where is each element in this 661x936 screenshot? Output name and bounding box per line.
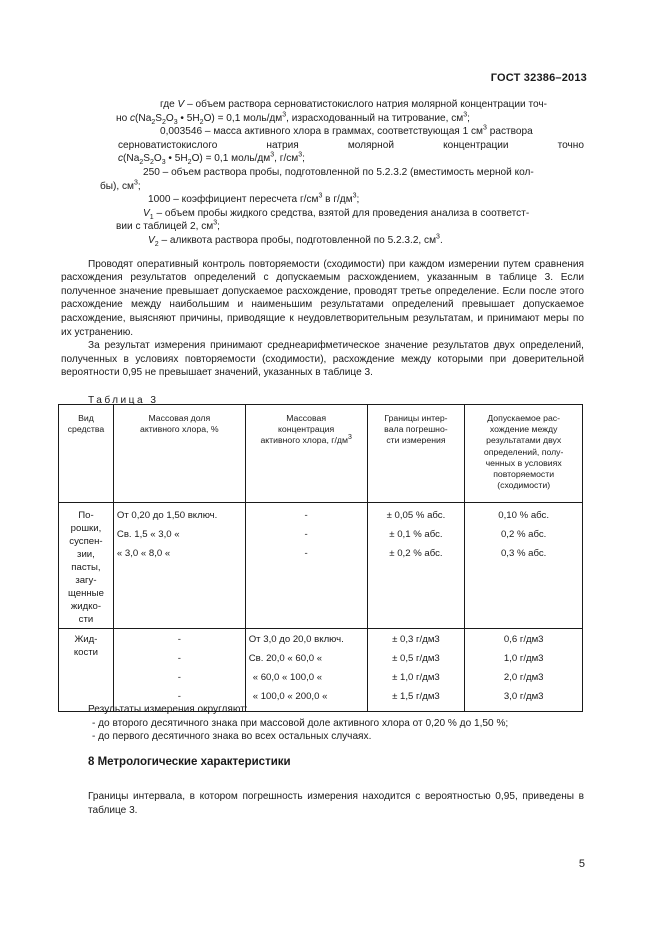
rounding-rules: [88, 703, 584, 744]
desc-line: вии с таблицей 2, $см^3$;: [116, 219, 220, 233]
section-text: Границы интервала, в котором погрешность измерения находится с вероятностью 0,95, приведены в таблице 3.: [88, 791, 584, 816]
paragraph-repeatability-control: Проводят оперативный контроль повторяемости (сходимости) при каждом измерении путем сравнения расхождения результатов определений с допускаемым расхождением, указанным в таблице 3. Если полученное значение превышает допускаемое расхождение, проводят третье определение. Если после этого расхождение между наибольшим и наименьшим результатами определений превышает допускаемое расхождение, выясняют причины, приводящие к неудовлетворительным результатам, и принимают меры по их устранению.: [61, 258, 584, 338]
table-3: [58, 404, 583, 712]
table-caption: Таблица 3: [88, 394, 159, 406]
rounding-item: - до второго десятичного знака при массовой доле активного хлора от 0,20 % до 1,50 %;: [92, 717, 509, 729]
page-number: 5: [578, 858, 585, 870]
cell-mass-fraction: От 0,20 до 1,50 включ. Св. 1,5 « 3,0 « « 3,0 « 8,0 «: [113, 503, 245, 629]
section-title: 8 Метрологические характеристики: [88, 756, 291, 768]
rounding-intro: Результаты измерения округляют:: [88, 704, 248, 715]
table-row: [59, 503, 583, 629]
document-standard-code: ГОСТ 32386–2013: [490, 72, 587, 84]
cell-tolerance: 0,6 г/дм3 1,0 г/дм3 2,0 г/дм3 3,0 г/дм3: [465, 629, 583, 712]
cell-mass-fraction: - - - -: [113, 629, 245, 712]
rounding-item: - до первого десятичного знака во всех остальных случаях.: [92, 731, 372, 743]
header-mass-concentration: Массовая концентрация активного хлора, $г/дм^3$: [245, 405, 367, 503]
cell-product-type: По- рошки, суспен- зии, пасты, загу- щенные жидко- сти: [59, 503, 114, 629]
desc-line: серноватистокислого натрия молярной концентрации точно: [118, 139, 584, 151]
table-row: [59, 629, 583, 712]
cell-concentration: - - -: [245, 503, 367, 629]
header-mass-fraction: Массовая доля активного хлора, %: [113, 405, 245, 503]
desc-line: где V – объем раствора серноватистокислого натрия молярной концентрации точ-: [160, 99, 547, 110]
cell-error: ± 0,3 г/дм3 ± 0,5 г/дм3 ± 1,0 г/дм3 ± 1,5 г/дм3: [367, 629, 465, 712]
header-product-type: Вид средства: [59, 405, 114, 503]
header-error-limits: Границы интер- вала погрешно- сти измерения: [367, 405, 465, 503]
desc-line: $V_1$ – объем пробы жидкого средства, взятой для проведения анализа в соответст-: [143, 207, 530, 221]
cell-tolerance: 0,10 % абс. 0,2 % абс. 0,3 % абс.: [465, 503, 583, 629]
desc-line: 1000 – коэффициент пересчета $г/см^3$ в $г/дм^3$;: [148, 192, 360, 206]
cell-product-type: Жид- кости: [59, 629, 114, 712]
desc-line: $c(Na_2S_2O_3$ • $5H_2O) = 0,1$ моль/$дм^3$, $г/см^3$;: [118, 152, 305, 167]
header-allowed-difference: Допускаемое рас- хождение между результатами двух определений, полу- ченных в условиях повторяемости (сходимости): [465, 405, 583, 503]
desc-line: бы), $см^3$;: [100, 179, 141, 192]
desc-line: но $c(Na_2S_2O_3$ • $5H_2O) = 0,1$ моль/$дм^3$, израсходованный на титрование, $см^3$;: [116, 111, 470, 126]
cell-concentration: От 3,0 до 20,0 включ. Св. 20,0 « 60,0 « « 60,0 « 100,0 « « 100,0 « 200,0 «: [245, 629, 367, 712]
desc-line: 0,003546 – масса активного хлора в граммах, соответствующая 1 $см^3$ раствора: [160, 124, 533, 138]
cell-error: ± 0,05 % абс. ± 0,1 % абс. ± 0,2 % абс.: [367, 503, 465, 629]
paragraph-measurement-result: За результат измерения принимают среднеарифметическое значение результатов двух определений, полученных в условиях повторяемости (сходимости), расхождение между которыми при доверительной вероятности 0,95 не превышает значений, указанных в таблице 3.: [61, 340, 584, 379]
desc-line: 250 – объем раствора пробы, подготовленной по 5.2.3.2 (вместимость мерной кол-: [143, 166, 534, 178]
formula-description: [61, 98, 584, 407]
table-header-row: [59, 405, 583, 503]
desc-line: $V_2$ – аликвота раствора пробы, подготовленной по 5.2.3.2, $см^3$.: [148, 233, 443, 248]
